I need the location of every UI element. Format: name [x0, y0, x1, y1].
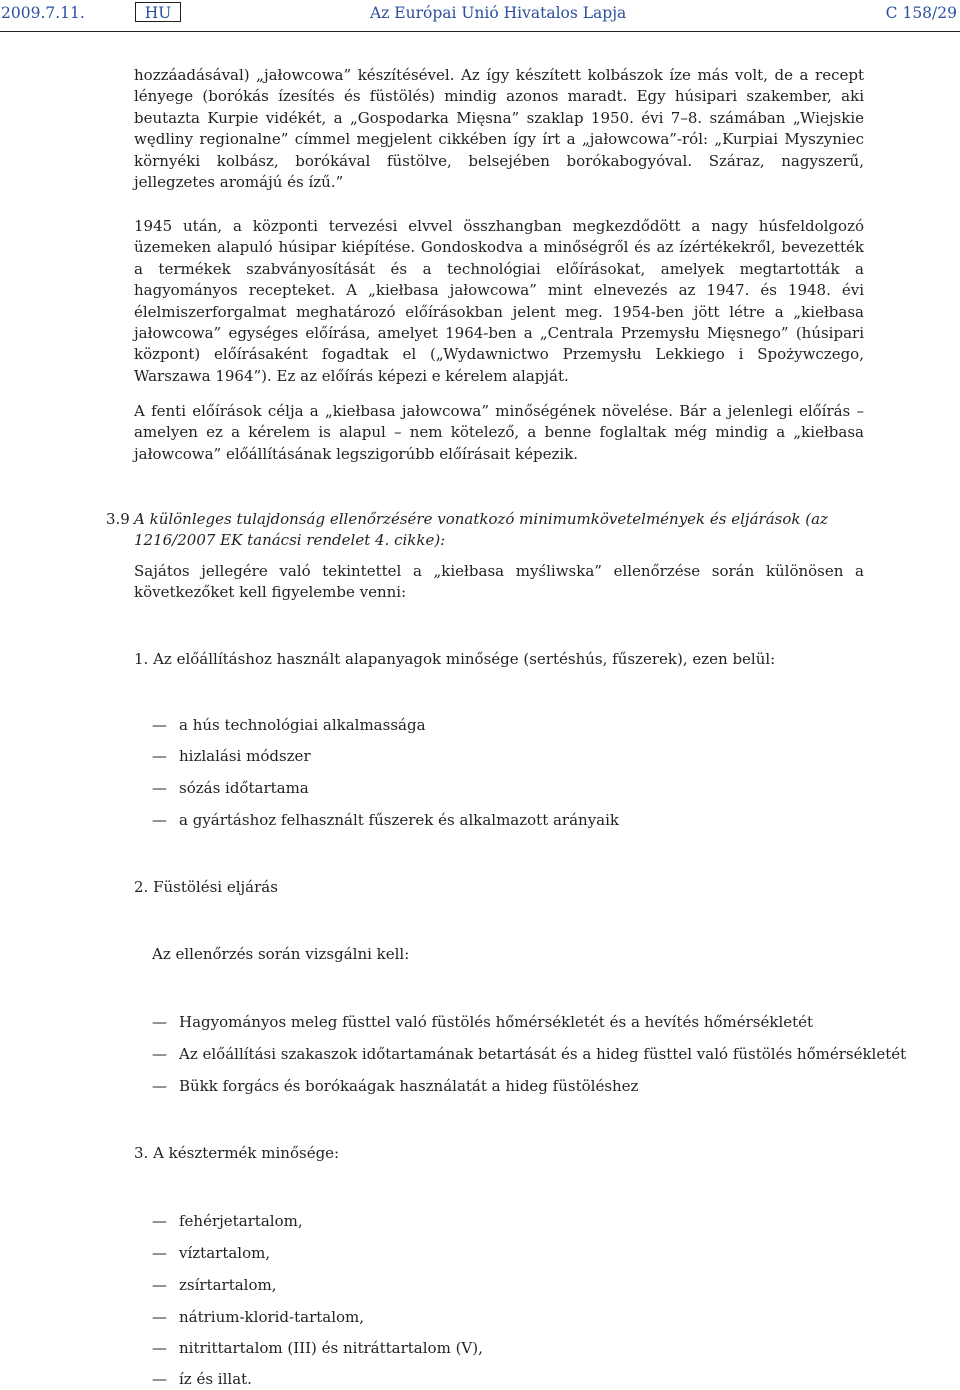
header-date: 2009.7.11. [1, 4, 85, 22]
list-dash: — [152, 779, 167, 797]
list-item: Hagyományos meleg füsttel való füstölés hőmérsékletét és a hevítés hőmérsékletét [179, 1013, 814, 1031]
list-item: hizlalási módszer [179, 747, 311, 765]
list-dash: — [152, 1308, 167, 1326]
list-item: fehérjetartalom, [179, 1212, 303, 1230]
point-2-subheading: Az ellenőrzés során vizsgálni kell: [152, 945, 410, 963]
list-item: zsírtartalom, [179, 1276, 277, 1294]
list-item: Az előállítási szakaszok időtartamának betartását és a hideg füsttel való füstölés hőmérsékletét [179, 1045, 907, 1063]
list-dash: — [152, 1244, 167, 1262]
page-reference: C 158/29 [885, 4, 957, 22]
paragraph-history: hozzáadásával) „jałowcowa” készítésével. Az így készített kolbászok íze más volt, de a recept lényege (borókás ízesítés és füstölés) mindig azonos maradt. Egy húsipari szakember, aki beutazta Kurpie vidékét, a „Gospodarka Mięsna” szaklap 1950. évi 7–8. számában „Wiejskie wędliny regionalne” címmel megjelent cikkében így írt a „jałowcowa”-ról: „Kurpiai Myszyniec környéki kolbász, borókával füstölve, belsejében borókabogyóval. Száraz, nagyszerű, jellegzetes aromájú és ízű.” [134, 66, 864, 192]
list-item: nátrium-klorid-tartalom, [179, 1308, 365, 1326]
header-rule [0, 31, 960, 32]
point-1-heading: 1. Az előállításhoz használt alapanyagok minősége (sertéshús, fűszerek), ezen belül: [134, 650, 776, 668]
language-badge: HU [135, 2, 181, 22]
list-dash: — [152, 1276, 167, 1294]
section-title: A különleges tulajdonság ellenőrzésére vonatkozó minimumkövetelmények és eljárások (az 1216/2007 EK tanácsi rendelet 4. cikke): [134, 510, 828, 550]
list-dash: — [152, 1339, 167, 1357]
page-header [0, 2, 960, 26]
section-number: 3.9 [106, 510, 130, 528]
journal-title: Az Európai Unió Hivatalos Lapja [370, 4, 627, 22]
section-intro: Sajátos jellegére való tekintettel a „kiełbasa myśliwska” ellenőrzése során különösen a következőket kell figyelembe venni: [134, 562, 864, 602]
list-dash: — [152, 1212, 167, 1230]
list-item: íz és illat. [179, 1370, 252, 1388]
list-item: a hús technológiai alkalmassága [179, 716, 426, 734]
point-3-heading: 3. A késztermék minősége: [134, 1144, 340, 1162]
list-dash: — [152, 716, 167, 734]
list-dash: — [152, 811, 167, 829]
list-item: sózás időtartama [179, 779, 309, 797]
list-item: a gyártáshoz felhasznált fűszerek és alkalmazott arányaik [179, 811, 620, 829]
list-dash: — [152, 1013, 167, 1031]
list-dash: — [152, 747, 167, 765]
list-item: nitrittartalom (III) és nitráttartalom (V), [179, 1339, 483, 1357]
point-2-heading: 2. Füstölési eljárás [134, 878, 278, 896]
paragraph-purpose: A fenti előírások célja a „kiełbasa jałowcowa” minőségének növelése. Bár a jelenlegi előírás – amelyen ez a kérelem is alapul – nem kötelező, a benne foglaltak még mindig a „kiełbasa jałowcowa” előállításának legszigorúbb előírásait képezik. [134, 402, 864, 463]
list-dash: — [152, 1077, 167, 1095]
list-item: víztartalom, [179, 1244, 271, 1262]
list-item: Bükk forgács és borókaágak használatát a hideg füstöléshez [179, 1077, 639, 1095]
list-dash: — [152, 1370, 167, 1388]
list-dash: — [152, 1045, 167, 1063]
paragraph-post-1945: 1945 után, a központi tervezési elvvel összhangban megkezdődött a nagy húsfeldolgozó üzemeken alapuló húsipar kiépítése. Gondoskodva a minőségről és az ízértékekről, bevezették a termékek szabványosítását és a technológiai előírásokat, amelyek megtartották a hagyományos recepteket. A „kiełbasa jałowcowa” mint elnevezés az 1947. és 1948. évi élelmiszerforgalmat meghatározó előírásokban jelent meg. 1954-ben jött létre a „kiełbasa jałowcowa” egységes előírása, amelyet 1964-ben a „Centrala Przemysłu Mięsnego” (húsipari központ) előírásaként fogadtak el („Wydawnictwo Przemysłu Lekkiego i Spożywczego, Warszawa 1964”). Ez az előírás képezi e kérelem alapját. [134, 217, 864, 385]
